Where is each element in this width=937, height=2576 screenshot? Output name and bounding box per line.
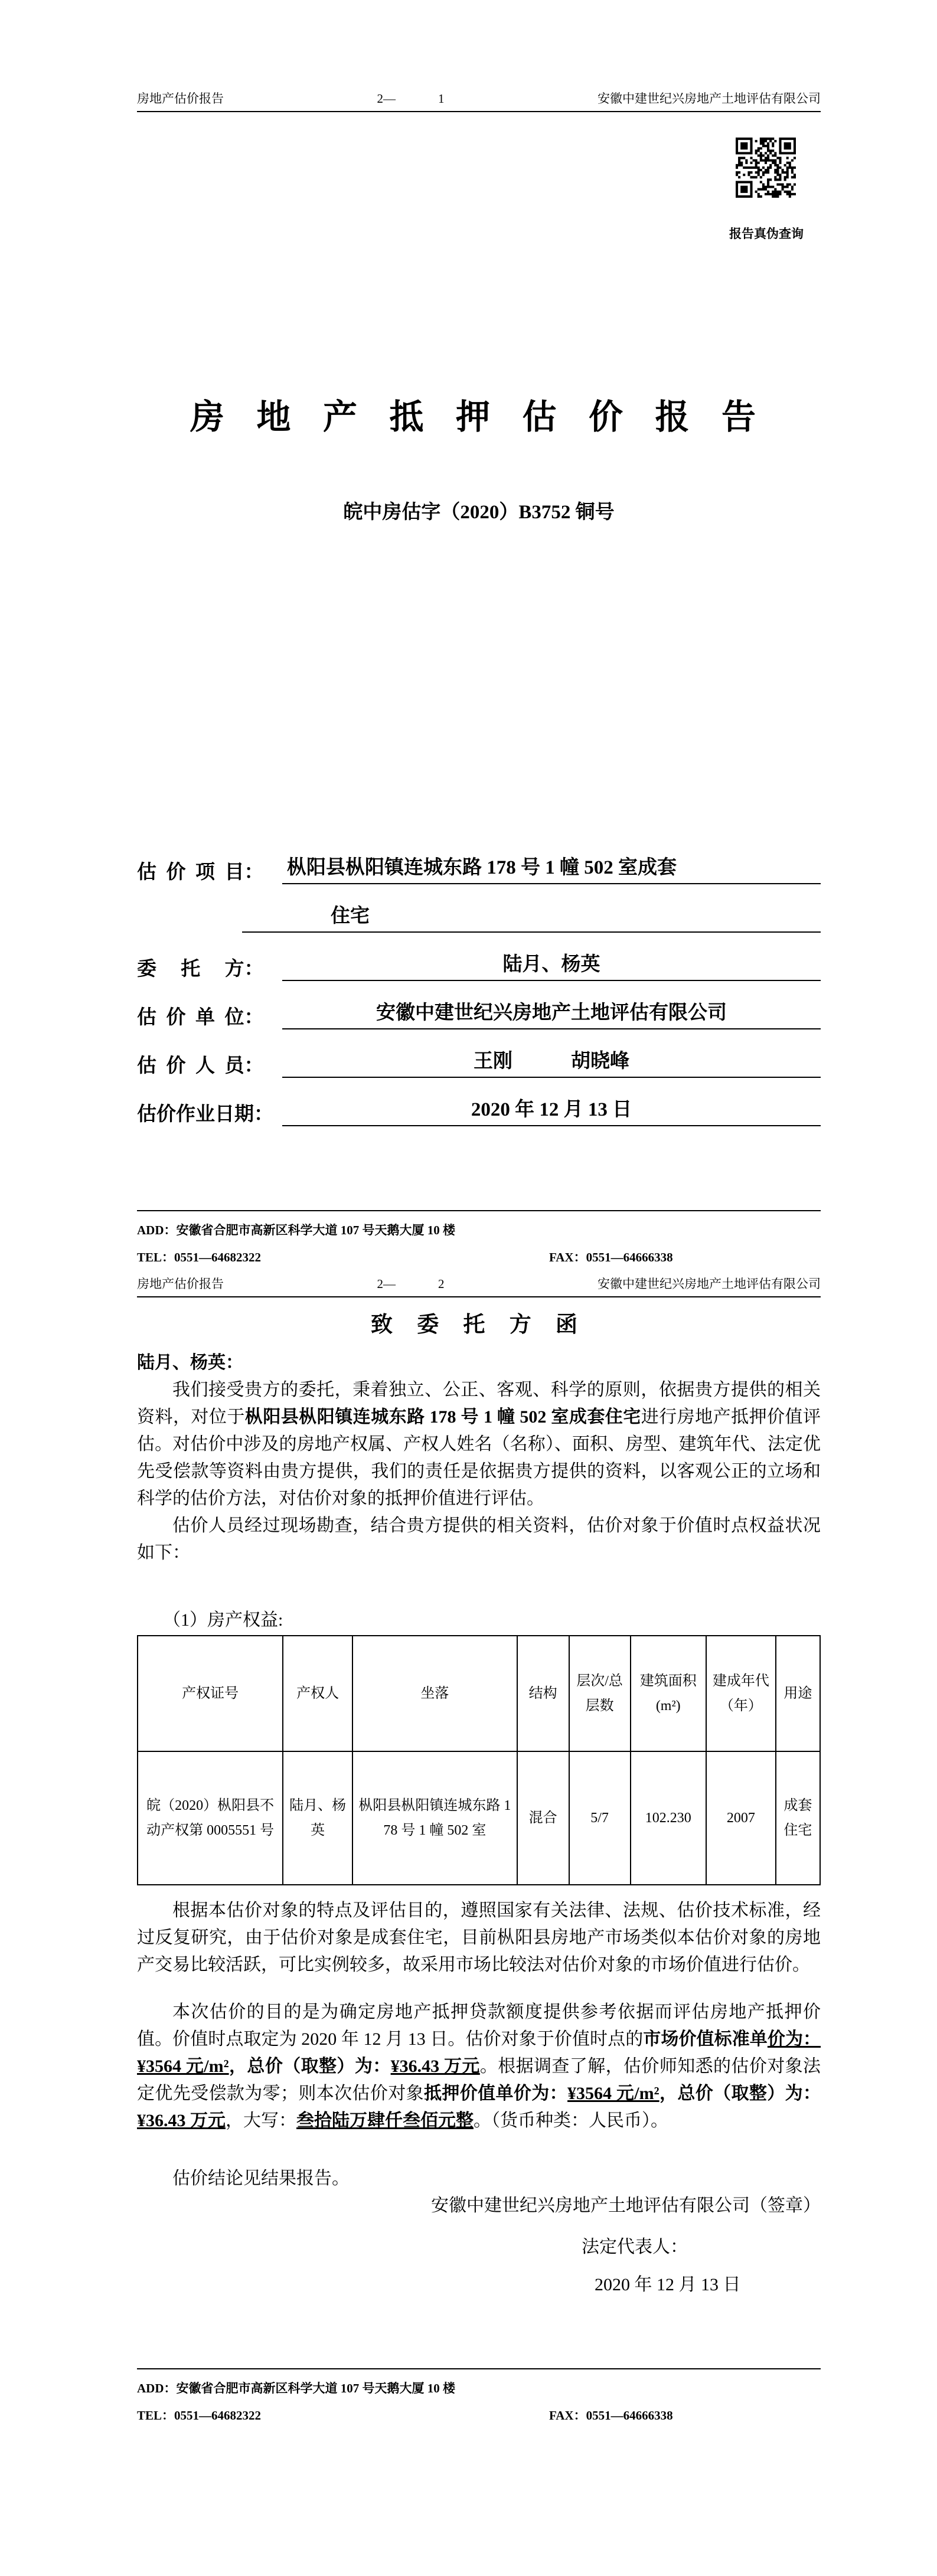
page1-header bbox=[137, 0, 821, 112]
footer-fax: FAX：0551—64666338 bbox=[549, 1250, 673, 1264]
header-doc-type: 房地产估价报告 bbox=[137, 91, 224, 106]
report-title: 房 地 产 抵 押 估 价 报 告 bbox=[190, 398, 768, 436]
field-label-project: 估 价 项 目： bbox=[137, 862, 264, 883]
report-number: 皖中房估字（2020）B3752 铜号 bbox=[343, 502, 615, 523]
cover-form bbox=[137, 854, 821, 1126]
cell-floor: 5/7 bbox=[569, 1751, 631, 1885]
field-project-line2 bbox=[137, 902, 821, 933]
field-value-date: 2020 年 12 月 13 日 bbox=[282, 1097, 821, 1126]
header-page-indicator bbox=[377, 1275, 445, 1293]
page2-footer bbox=[137, 2368, 821, 2428]
cell-year: 2007 bbox=[706, 1751, 776, 1885]
text-segment: 价为：¥3564 元/m² bbox=[137, 2029, 821, 2076]
qr-caption: 报告真伪查询 bbox=[729, 227, 804, 241]
text-segment: 市场价值标准单 bbox=[643, 2029, 768, 2049]
col-header-floor: 层次/总层数 bbox=[569, 1636, 631, 1751]
footer-tel: TEL：0551—64682322 bbox=[137, 2408, 262, 2423]
paragraph-valuation bbox=[137, 1999, 821, 2134]
header-company: 安徽中建世纪兴房地产土地评估有限公司 bbox=[598, 91, 821, 106]
header-company: 安徽中建世纪兴房地产土地评估有限公司 bbox=[598, 1277, 821, 1291]
col-header-year: 建成年代（年） bbox=[706, 1636, 776, 1751]
field-project bbox=[137, 854, 821, 884]
text-segment: 本次估价的目的是为确定房地产抵押贷款额度提供参考依据而评估房地产抵押价值。价值时点取定为 2020 年 12 月 13 日。估价对象于价值时点的 bbox=[137, 2002, 821, 2049]
paragraph-conclusion: 估价结论见结果报告。 bbox=[172, 2169, 350, 2188]
signature-legal-rep: 法定代表人： bbox=[582, 2237, 688, 2257]
paragraph-method: 根据本估价对象的特点及评估目的，遵照国家有关法律、法规、估价技术标准，经过反复研究，由于估价对象是成套住宅，目前枞阳县房地产市场类似本估价对象的房地产交易比较活跃，可比实例较多，故采用市场比较法对估价对象的市场价值进行估价。 bbox=[137, 1901, 821, 1975]
text-segment: ，总价（取整）为： bbox=[228, 2057, 391, 2076]
letter-title: 致 委 托 方 函 bbox=[371, 1313, 587, 1337]
text-segment: 。根据调查了解，估价师知悉的估价对象法定优先受偿款为零；则本次估价对象 bbox=[137, 2057, 821, 2103]
text-segment: 进行房地产抵押价值评估。对估价中涉及的房地产权属、产权人姓名（名称）、面积、房型、建筑年代、法定优先受偿款等资料由贵方提供，我们的责任是依据贵方提供的资料，以客观公正的立场和科学的估价方法，对估价对象的抵押价值进行评估。 bbox=[137, 1407, 821, 1508]
field-date bbox=[137, 1096, 821, 1126]
field-value-project-line2: 住宅 bbox=[242, 903, 821, 933]
cell-owner: 陆月、杨英 bbox=[283, 1751, 352, 1885]
header-page-indicator bbox=[377, 90, 445, 107]
col-header-owner: 产权人 bbox=[283, 1636, 352, 1751]
field-label-client: 委 托 方： bbox=[137, 959, 264, 980]
text-segment: 枞阳县枞阳镇连城东路 178 号 1 幢 502 室成套住宅 bbox=[244, 1407, 641, 1427]
text-segment: ¥36.43 万元 bbox=[137, 2111, 226, 2130]
signature-company: 安徽中建世纪兴房地产土地评估有限公司（签章） bbox=[431, 2196, 821, 2215]
field-agency bbox=[137, 999, 821, 1029]
cell-structure: 混合 bbox=[517, 1751, 569, 1885]
salutation: 陆月、杨英： bbox=[137, 1353, 243, 1372]
field-label-appraisers: 估 价 人 员： bbox=[137, 1055, 264, 1077]
page-number: 1 bbox=[438, 91, 445, 106]
field-label-agency: 估 价 单 位： bbox=[137, 1007, 264, 1028]
text-segment: 。（货币种类：人民币）。 bbox=[474, 2111, 668, 2130]
footer-fax: FAX：0551—64666338 bbox=[549, 2408, 673, 2423]
page-number: 2 bbox=[438, 1277, 445, 1291]
col-header-structure: 结构 bbox=[517, 1636, 569, 1751]
cell-use: 成套住宅 bbox=[776, 1751, 820, 1885]
field-value-agency: 安徽中建世纪兴房地产土地评估有限公司 bbox=[282, 1000, 821, 1029]
rights-heading: （1）房产权益: bbox=[163, 1610, 283, 1630]
col-header-use: 用途 bbox=[776, 1636, 820, 1751]
property-rights-table bbox=[137, 1635, 821, 1885]
cell-location: 枞阳县枞阳镇连城东路 178 号 1 幢 502 室 bbox=[352, 1751, 517, 1885]
field-label-date: 估价作业日期： bbox=[137, 1104, 273, 1125]
col-header-location: 坐落 bbox=[352, 1636, 517, 1751]
qr-code bbox=[736, 138, 796, 198]
cell-area: 102.230 bbox=[631, 1751, 706, 1885]
field-appraisers bbox=[137, 1047, 821, 1078]
cell-cert-no: 皖（2020）枞阳县不动产权第 0005551 号 bbox=[138, 1751, 283, 1885]
header-doc-type: 房地产估价报告 bbox=[137, 1277, 224, 1291]
page2-header bbox=[137, 1275, 821, 1297]
col-header-area: 建筑面积(m²) bbox=[631, 1636, 706, 1751]
text-segment: ¥36.43 万元 bbox=[390, 2057, 480, 2076]
field-value-client: 陆月、杨英 bbox=[282, 952, 821, 981]
col-header-cert-no: 产权证号 bbox=[138, 1636, 283, 1751]
text-segment: 叁拾陆万肆仟叁佰元整 bbox=[296, 2111, 474, 2130]
text-segment: ，总价（取整）为： bbox=[659, 2084, 821, 2103]
table-row bbox=[138, 1751, 820, 1885]
footer-address: ADD：安徽省合肥市高新区科学大道 107 号天鹅大厦 10 楼 bbox=[137, 1223, 455, 1237]
field-value-appraisers: 王刚 胡晓峰 bbox=[282, 1048, 821, 1078]
footer-address: ADD：安徽省合肥市高新区科学大道 107 号天鹅大厦 10 楼 bbox=[137, 2381, 455, 2395]
paragraph-survey: 估价人员经过现场勘查，结合贵方提供的相关资料，估价对象于价值时点权益状况如下： bbox=[137, 1516, 821, 1562]
page-number-prefix: 2— bbox=[377, 1277, 396, 1291]
signature-date: 2020 年 12 月 13 日 bbox=[595, 2275, 741, 2294]
field-client bbox=[137, 950, 821, 981]
text-segment: 我们接受贵方的委托，秉着独立、公正、客观、科学的原则，依据贵方提供的相关资料，对位于 bbox=[137, 1380, 821, 1427]
paragraph-intro bbox=[137, 1377, 821, 1512]
footer-tel: TEL：0551—64682322 bbox=[137, 1250, 262, 1264]
table-header-row bbox=[138, 1636, 820, 1751]
field-value-project: 枞阳县枞阳镇连城东路 178 号 1 幢 502 室成套 bbox=[282, 855, 821, 884]
text-segment: ¥3564 元/m² bbox=[567, 2084, 660, 2103]
page-number-prefix: 2— bbox=[377, 91, 396, 106]
page1-footer bbox=[137, 1210, 821, 1270]
text-segment: ，大写： bbox=[226, 2111, 296, 2130]
text-segment: 抵押价值单价为： bbox=[424, 2084, 568, 2103]
qr-image bbox=[736, 138, 796, 198]
